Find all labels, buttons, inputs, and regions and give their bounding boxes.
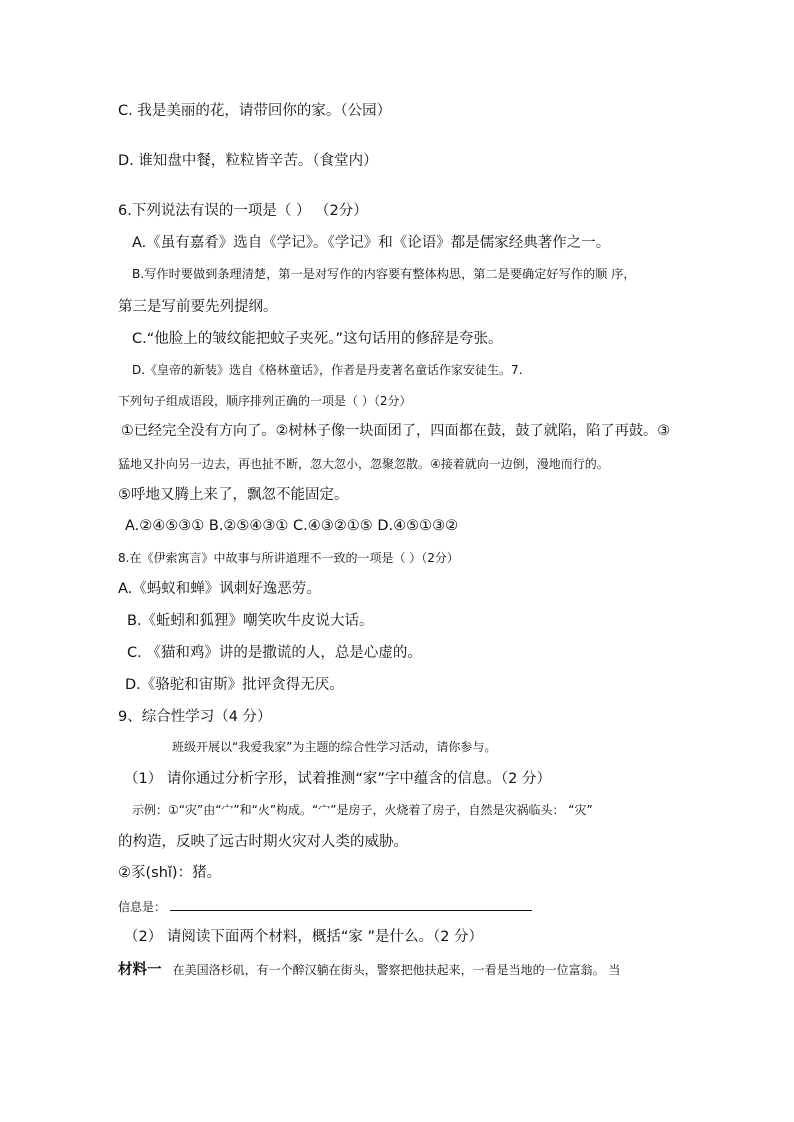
q6-option-b-continued: 第三是写前要先列提纲。 bbox=[118, 299, 278, 315]
q6-option-c: C.“他脸上的皱纹能把蚊子夹死。”这句话用的修辞是夸张。 bbox=[132, 331, 503, 347]
q7-sentences-1: ①已经完全没有方向了。②树林子像一块面团了，四面都在鼓，鼓了就陷，陷了再鼓。③ bbox=[121, 423, 670, 439]
option-c-line: C. 我是美丽的花，请带回你的家。（公园） bbox=[118, 103, 392, 119]
q7-options: A.②④⑤③① B.②⑤④③① C.④③②①⑤ D.④⑤①③② bbox=[125, 518, 459, 534]
q8-option-c: C. 《猫和鸡》讲的是撒谎的人，总是心虚的。 bbox=[127, 645, 422, 661]
q7-sentences-3: ⑤呼地又腾上来了，飘忽不能固定。 bbox=[118, 487, 349, 503]
q9-part-1: （1） 请你通过分析字形，试着推测“家”字中蕴含的信息。（2 分） bbox=[124, 771, 551, 787]
q9-intro: 班级开展以“我爱我家”为主题的综合性学习活动，请你参与。 bbox=[172, 740, 497, 754]
q9-example: 示例：①“灾”由“宀”和“火”构成。“宀”是房子，火烧着了房子，自然是灾祸临头： “灾” bbox=[132, 803, 593, 817]
q7-sentences-2: 猛地又扑向另一边去，再也扯不断，忽大忽小，忽聚忽散。④接着就向一边倒，漫地而行的。 bbox=[118, 457, 609, 471]
q9-example-continued: 的构造，反映了远古时期火灾对人类的威胁。 bbox=[118, 834, 408, 850]
material-1-text: 在美国洛杉矶，有一个醉汉躺在街头，警察把他扶起来，一看是当地的一位富翁。 当 bbox=[172, 963, 621, 977]
q6-option-b: B.写作时要做到条理清楚，第一是对写作的内容要有整体构思，第二是要确定好写作的顺 序， bbox=[132, 267, 636, 281]
material-1-line bbox=[118, 961, 620, 978]
question-8-title: 8.在《伊索寓言》中故事与所讲道理不一致的一项是（ ）（2分） bbox=[118, 551, 459, 565]
material-1-label: 材料一 bbox=[118, 962, 162, 978]
q6-option-a: A.《虽有嘉肴》选自《学记》。《学记》和《论语》都是儒家经典著作之一。 bbox=[132, 235, 611, 251]
q6-option-d: D.《皇帝的新装》选自《格林童话》，作者是丹麦著名童话作家安徒生。7. bbox=[132, 363, 523, 377]
q9-example-pig: ②豕(shǐ)：猪。 bbox=[118, 865, 222, 881]
q8-option-d: D.《骆驼和宙斯》批评贪得无厌。 bbox=[125, 677, 344, 693]
option-d-line: D. 谁知盘中餐，粒粒皆辛苦。（食堂内） bbox=[118, 153, 378, 169]
answer-label: 信息是： bbox=[118, 900, 167, 914]
q9-part-2: （2） 请阅读下面两个材料，概括“家 ”是什么。（2 分） bbox=[124, 929, 484, 945]
q8-option-b: B.《蚯蚓和狐狸》嘲笑吹牛皮说大话。 bbox=[127, 613, 374, 629]
question-7-title: 下列句子组成语段，顺序排列正确的一项是（ ）（2分） bbox=[118, 394, 412, 408]
question-6-title: 6.下列说法有误的一项是（ ） （2分） bbox=[118, 203, 368, 219]
answer-blank[interactable] bbox=[170, 900, 532, 911]
question-9-title: 9、综合性学习（4 分） bbox=[118, 709, 272, 725]
q9-answer-line bbox=[118, 900, 532, 913]
q8-option-a: A.《蚂蚁和蝉》讽刺好逸恶劳。 bbox=[118, 581, 321, 597]
